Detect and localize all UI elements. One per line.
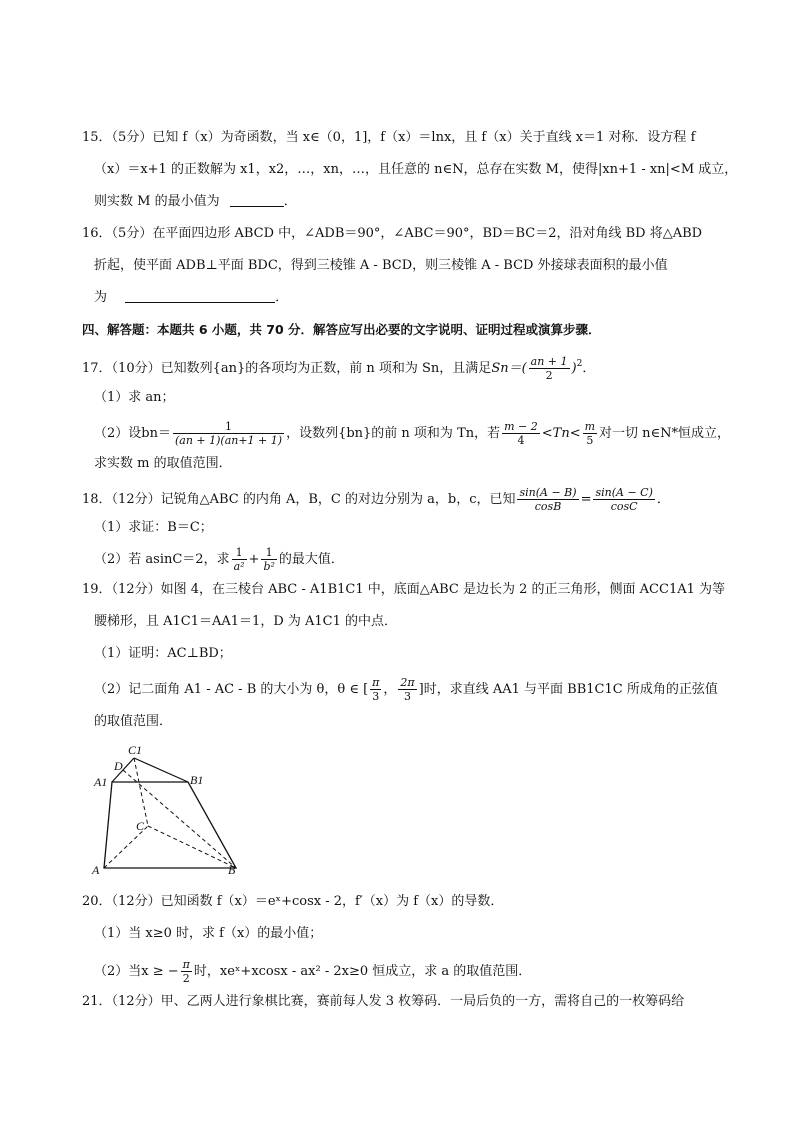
- q19-frac1: [370, 676, 381, 703]
- q17-bn-num: 1: [173, 420, 284, 434]
- q17-exp: 2: [576, 359, 583, 369]
- label-c1: C1: [128, 743, 143, 757]
- q17-bn-den: (an + 1)(an+1 + 1): [174, 434, 283, 447]
- q18-period: ．: [656, 492, 670, 507]
- section-heading: 四、解答题：本题共 6 小题，共 70 分．解答应写出必要的文字说明、证明过程或演算步骤．: [82, 322, 601, 337]
- q19-part1: （1）证明：AC⊥BD；: [94, 646, 232, 661]
- q18-p2-frac2: [261, 546, 276, 573]
- q17-p2-text: （2）设bn＝: [94, 426, 171, 441]
- q18-f2-den: cosC: [610, 500, 638, 513]
- q18-p2-f1-den: a²: [233, 560, 245, 573]
- q17-sn: Sn＝(: [491, 361, 527, 376]
- q19-p2-text2: ]时，求直线 AA1 与平面 BB1C1C 所成角的正弦值: [418, 682, 718, 697]
- q18-p2-f1-num: 1: [232, 546, 247, 560]
- answer-blank: [125, 288, 275, 303]
- edge-c1b1: [134, 758, 188, 782]
- q17-part1: （1）求 an；: [94, 390, 175, 405]
- q17-frac-den: 2: [545, 369, 553, 382]
- q18-plus: +: [248, 552, 260, 567]
- q18-line1: [82, 486, 670, 513]
- q16-line1: 16．（5分）在平面四边形 ABCD 中，∠ADB＝90°，∠ABC＝90°，BD＝BC＝2，沿对角线 BD 将△ABD: [82, 226, 703, 241]
- q19-line2: 腰梯形，且 A1C1＝AA1＝1，D 为 A1C1 的中点．: [94, 614, 398, 629]
- q19-p2-text: （2）记二面角 A1 - AC - B 的大小为 θ，θ ∈ [: [94, 682, 369, 697]
- q20-p2-text2: 时，xeˣ+xcosx - ax² - 2x≥0 恒成立，求 a 的取值范围．: [193, 964, 532, 979]
- q18-part1: （1）求证：B＝C；: [94, 520, 213, 535]
- q17-text: 17．（10分）已知数列{an}的各项均为正数，前 n 项和为 Sn，且满足: [82, 361, 492, 376]
- q17-part2-cont: 求实数 m 的取值范围．: [94, 456, 232, 471]
- q18-text: 18．（12分）记锐角△ABC 的内角 A，B，C 的对边分别为 a，b，c，已知: [82, 492, 516, 507]
- q19-comma: ，: [383, 682, 397, 697]
- edge-c1c: [134, 758, 148, 826]
- q19-line1: 19．（12分）如图 4，在三棱台 ABC - A1B1C1 中，底面△ABC 是边长为 2 的正三角形，侧面 ACC1A1 为等: [82, 582, 726, 597]
- q17-period: ．: [582, 361, 596, 376]
- q18-p2-text2: 的最大值．: [278, 552, 344, 567]
- label-c: C: [136, 819, 145, 833]
- q18-equals: =: [580, 492, 592, 507]
- q19-f2-den: 3: [404, 690, 412, 703]
- q17-bn-fraction: [173, 420, 284, 447]
- q15-line3: 则实数 M 的最小值为 ．: [94, 194, 297, 209]
- q19-frac2: [398, 676, 416, 703]
- q17-m2-fraction: [583, 420, 597, 447]
- q18-p2-f2-num: 1: [261, 546, 276, 560]
- q18-f2-num: sin(A − C): [595, 486, 653, 499]
- label-d: D: [114, 759, 123, 773]
- answer-blank: [230, 192, 284, 207]
- label-a: A: [92, 863, 100, 877]
- q20-frac-den: 2: [182, 972, 190, 985]
- q17-m-den: 4: [517, 434, 525, 447]
- edge-cb: [148, 826, 236, 868]
- frustum-figure: [86, 740, 246, 880]
- q15-line1: 15．（5分）已知 f（x）为奇函数，当 x∈（0，1]，f（x）＝lnx，且 f（x）关于直线 x＝1 对称．设方程 f: [82, 130, 696, 145]
- q19-part2-cont: 的取值范围．: [94, 714, 173, 729]
- q20-line1: 20．（12分）已知函数 f（x）＝eˣ+cosx - 2，f′（x）为 f（x）的导数．: [82, 894, 504, 909]
- q20-fraction: [181, 958, 192, 985]
- q16-line2: 折起，使平面 ADB⊥平面 BDC，得到三棱锥 A - BCD，则三棱锥 A - BCD 外接球表面积的最小值: [94, 258, 668, 273]
- q20-p2-text: （2）当x ≥ −: [94, 964, 179, 979]
- q15-line2: （x）＝x+1 的正数解为 x1，x2，…，xn，…，且任意的 n∈N，总存在实数 M，使得|xn+1 - xn|<M 成立，: [94, 162, 738, 177]
- q18-f1-num: sin(A − B): [519, 486, 577, 499]
- q17-m2-num: m: [584, 420, 596, 433]
- q17-m-fraction: [502, 420, 540, 447]
- q16-line3-text: 为: [94, 290, 108, 305]
- q17-paren: ): [571, 361, 577, 376]
- q17-m-num: m − 2: [504, 420, 538, 433]
- q17-p2-text2: ，设数列{bn}的前 n 项和为 Tn，若: [286, 426, 501, 441]
- label-b1: B1: [190, 773, 204, 787]
- q21-line1: 21．（12分）甲、乙两人进行象棋比赛，赛前每人发 3 枚筹码．一局后负的一方，需将自己的一枚筹码给: [82, 994, 685, 1009]
- frustum-outline: [104, 782, 236, 868]
- q17-line1: [82, 354, 595, 382]
- q18-p2-f2-den: b²: [263, 560, 275, 573]
- q18-f1-den: cosB: [534, 500, 562, 513]
- q17-fraction: [529, 355, 570, 382]
- q17-tn: <Tn<: [541, 426, 581, 441]
- q19-f2-num: 2π: [400, 676, 415, 689]
- q18-p2-text: （2）若 asinC＝2，求: [94, 552, 230, 567]
- q19-part2: [94, 676, 718, 703]
- q17-p2-text3: 对一切 n∈N*恒成立，: [599, 426, 731, 441]
- q17-part2: [94, 420, 730, 447]
- q18-p2-frac1: [232, 546, 247, 573]
- q16-line3: 为 ．: [94, 290, 289, 305]
- q17-frac-num: an + 1: [530, 355, 568, 368]
- q18-fraction1: [517, 486, 578, 513]
- label-b: B: [228, 863, 236, 877]
- q20-part1: （1）当 x≥0 时，求 f（x）的最小值；: [94, 926, 323, 941]
- q17-m2-den: 5: [586, 434, 594, 447]
- q18-fraction2: [593, 486, 654, 513]
- label-a1: A1: [94, 775, 108, 789]
- q20-frac-num: π: [182, 958, 190, 971]
- q15-line3-text: 则实数 M 的最小值为: [94, 194, 220, 209]
- q20-part2: [94, 958, 531, 985]
- q19-f1-num: π: [372, 676, 380, 689]
- q18-part2: [94, 546, 344, 573]
- q19-f1-den: 3: [372, 690, 380, 703]
